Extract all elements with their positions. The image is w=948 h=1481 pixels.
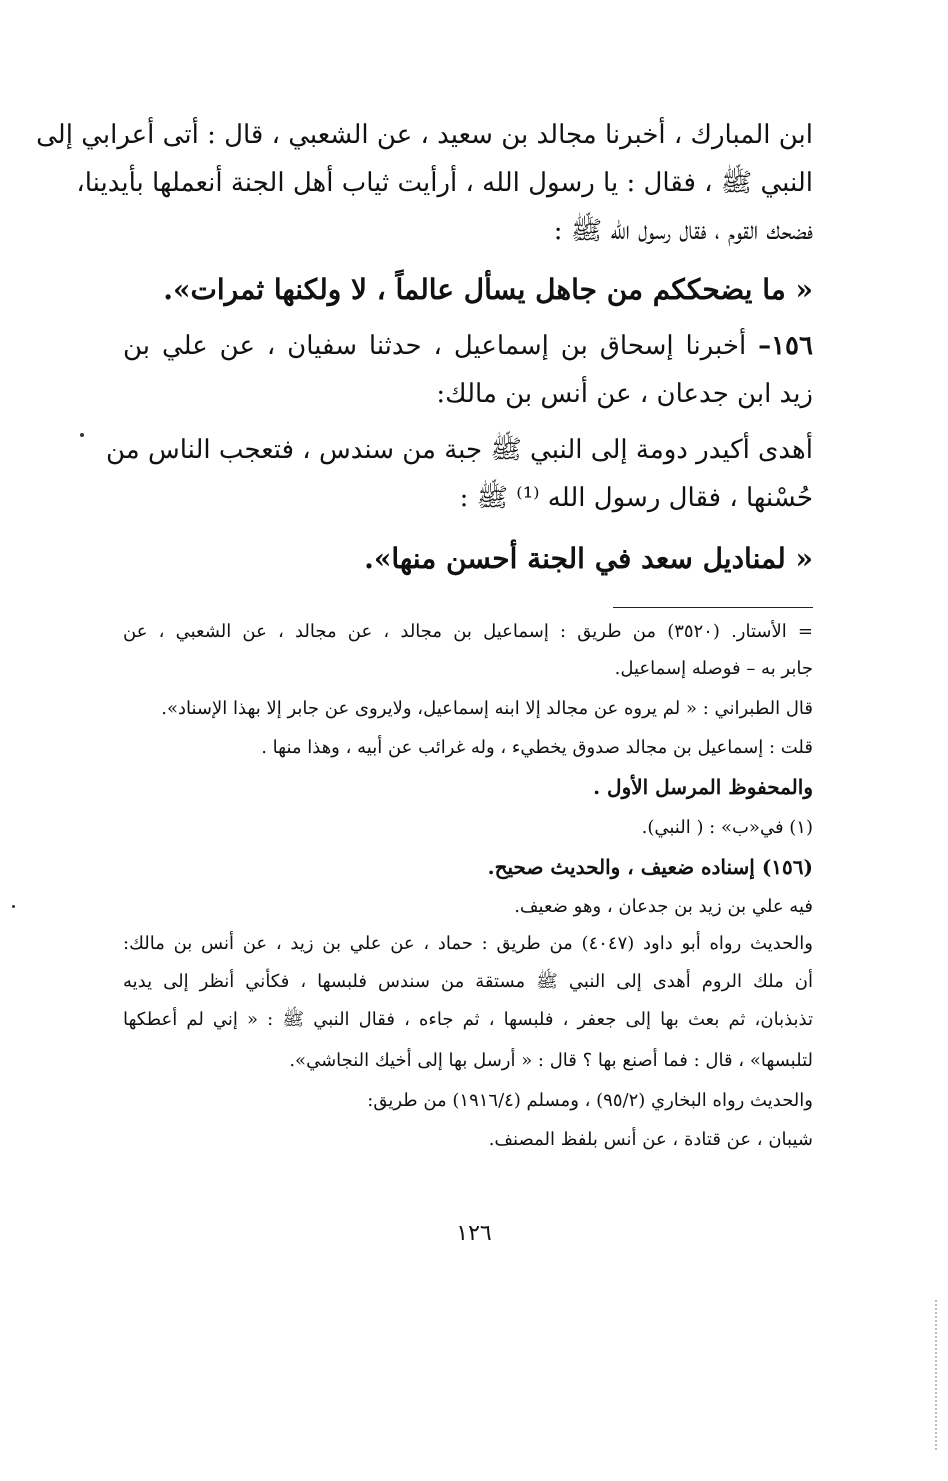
footnote-line-13: والحديث رواه البخاري (٩٥/٢) ، ومسلم (١٩١٦/٤) من طريق: — [367, 1090, 813, 1111]
footnote-line-7: (١٥٦) إسناده ضعيف ، والحديث صحيح. — [487, 855, 813, 879]
hadith-156-line-1 — [123, 326, 813, 366]
footnote-line-9: والحديث رواه أبو داود (٤٠٤٧) من طريق : حماد ، عن علي بن زيد ، عن أنس بن مالك: — [123, 933, 813, 954]
footnote-line-3: قال الطبراني : « لم يروه عن مجالد إلا ابنه إسماعيل، ولايروى عن جابر إلا بهذا الإسناد». — [161, 698, 813, 719]
footnote-line-6: (١) في«ب» : ( النبي). — [641, 817, 813, 838]
hadith-156-isnad-1: أخبرنا إسحاق بن إسماعيل ، حدثنا سفيان ، عن علي بن — [123, 331, 747, 361]
footnote-line-5: والمحفوظ المرسل الأول . — [593, 775, 813, 799]
footnote-line-10: أن ملك الروم أهدى إلى النبي ﷺ مستقة من سندس فلبسها ، فكأني أنظر إلى يديه — [123, 971, 813, 992]
hadith-quote-2: « لمناديل سعد في الجنة أحسن منها». — [364, 542, 813, 575]
main-text-line-1: ابن المبارك ، أخبرنا مجالد بن سعيد ، عن الشعبي ، قال : أتى أعرابي إلى — [36, 120, 813, 150]
footnote-divider — [613, 607, 813, 608]
hadith-number: ١٥٦– — [758, 331, 813, 361]
footnote-line-1: = الأستار. (٣٥٢٠) من طريق : إسماعيل بن مجالد ، عن مجالد ، عن الشعبي ، عن — [123, 621, 813, 642]
hadith-156-line-4: حُسْنها ، فقال رسول الله ⁽¹⁾ ﷺ : — [459, 483, 813, 513]
hadith-156-line-2: زيد ابن جدعان ، عن أنس بن مالك: — [436, 379, 813, 409]
footnote-line-8: فيه علي بن زيد بن جدعان ، وهو ضعيف. — [514, 896, 813, 917]
scan-speck — [80, 433, 84, 437]
footnote-line-11: تذبذبان، ثم بعث بها إلى جعفر ، فلبسها ، ثم جاءه ، فقال النبي ﷺ : « إني لم أعطكها — [123, 1009, 813, 1030]
scan-speck — [12, 905, 15, 908]
main-text-line-2: النبي ﷺ ، فقال : يا رسول الله ، أرأيت ثياب أهل الجنة أنعملها بأيدينا، — [76, 168, 813, 198]
footnote-line-2: جابر به – فوصله إسماعيل. — [614, 658, 813, 679]
page-number: ١٢٦ — [456, 1221, 492, 1246]
footnote-line-14: شيبان ، عن قتادة ، عن أنس بلفظ المصنف. — [488, 1129, 813, 1150]
scan-edge-marks — [935, 1300, 940, 1450]
footnote-line-4: قلت : إسماعيل بن مجالد صدوق يخطيء ، وله غرائب عن أبيه ، وهذا منها . — [261, 737, 813, 758]
main-text-line-3: فضحك القوم ، فقال رسول الله ﷺ : — [553, 216, 813, 246]
hadith-156-line-3: أهدى أكيدر دومة إلى النبي ﷺ جبة من سندس ، فتعجب الناس من — [106, 435, 813, 465]
footnote-line-12: لتلبسها» ، قال : فما أصنع بها ؟ قال : « أرسل بها إلى أخيك النجاشي». — [289, 1050, 813, 1071]
hadith-quote-1: « ما يضحككم من جاهل يسأل عالماً ، لا ولكنها ثمرات». — [163, 273, 813, 306]
